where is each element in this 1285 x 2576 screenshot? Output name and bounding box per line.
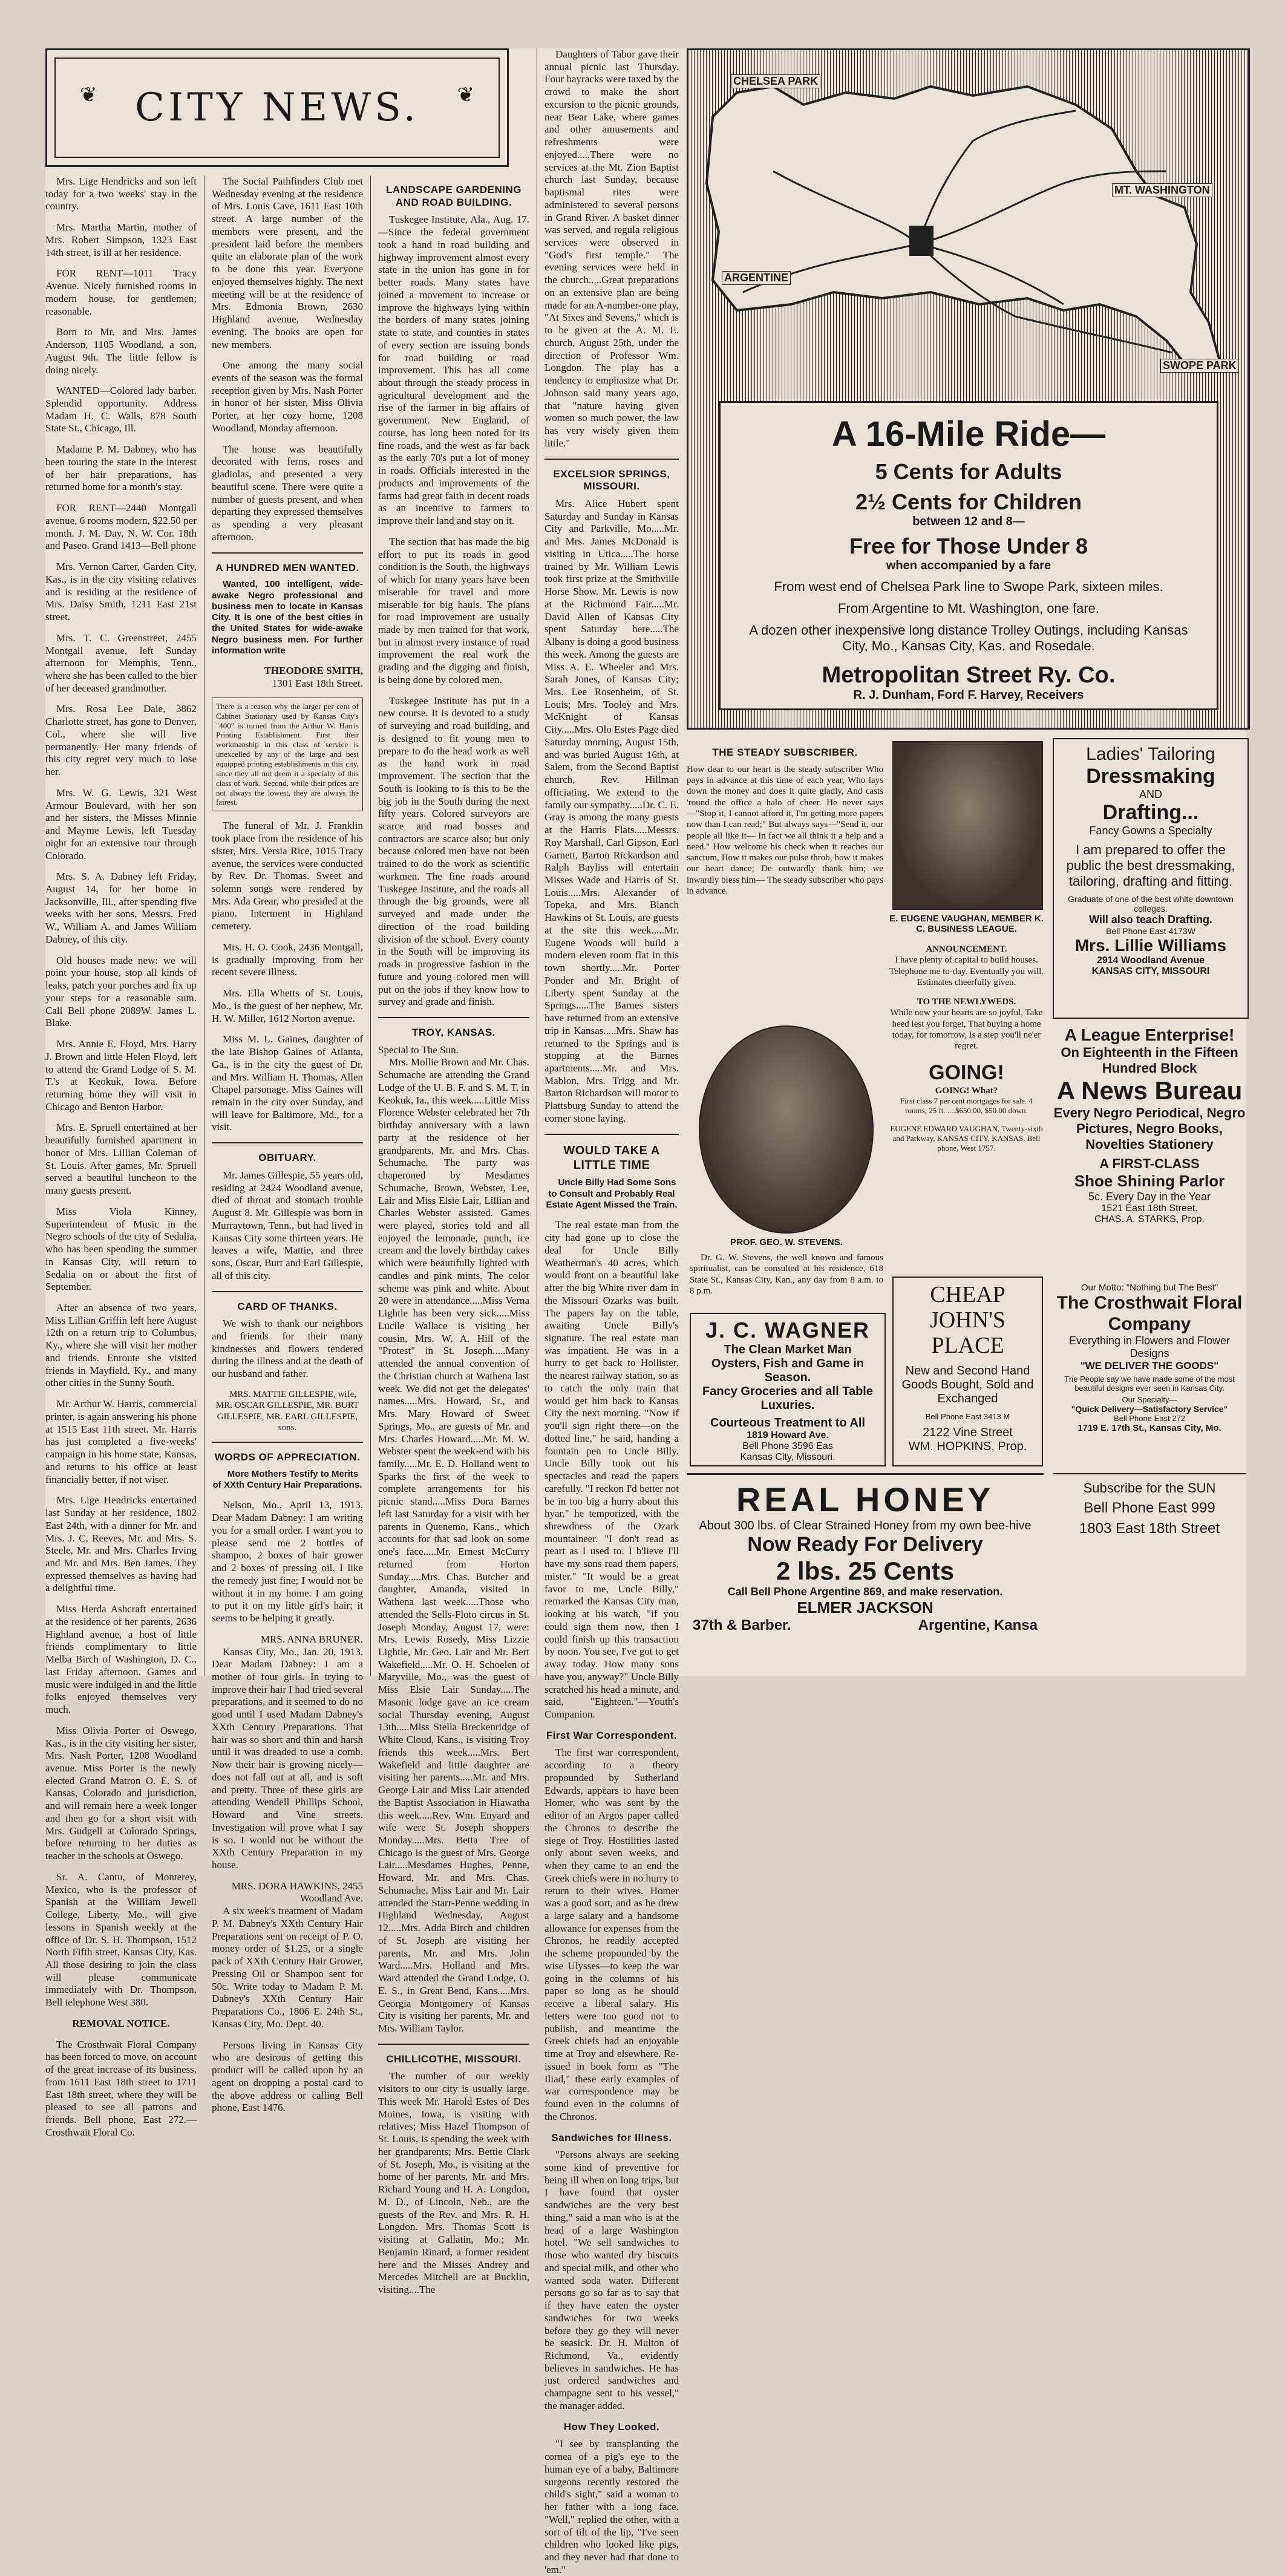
announcement-heading: ANNOUNCEMENT.: [926, 944, 1007, 954]
league-shoe: Shoe Shining Parlor: [1074, 1172, 1225, 1190]
league-address: 1521 East 18th Street.: [1101, 1203, 1198, 1214]
floral-text: Everything in Flowers and Flower Designs: [1068, 1335, 1231, 1359]
section-heading: First War Correspondent.: [546, 1729, 678, 1741]
article-paragraph: Tuskegee Institute has put in a new course. It is devoted to a study of surveying and road building, and is designed to fit young men to prepare to do the head work as well as the hand work in road improvement. The section that the South is looking to is this to be the big job in the South during the next fifty years. Colored surveyors are scarce and road bosses and contractors are scarce also; but only because colored men have not been trained to do the work as scientific workmen. The fine roads around Tuskegee Institute, and the roads all through the big grounds, were all surveyed and made under the direction of the road building division of the school. Every county in the South will be improving its roads in progressive fashion in the future and young colored men will put on the jobs if they know how to survey and grade and finish.: [378, 695, 529, 1008]
article-paragraph: Nelson, Mo., April 13, 1913. Dear Madam Dabney: I am writing you for a small order. I want you to please send me 2 bottles of shampoo, 2 boxes of hair grower and 2 boxes of pressing oil. I like the remedy just fine; I would not be without it in my home. I am going to put it on my little girl's hair; it seems to be helping it greatly.: [212, 1499, 363, 1624]
stevens-portrait: [699, 1025, 874, 1234]
signature: MRS. DORA HAWKINS, 2455 Woodland Ave.: [231, 1880, 363, 1904]
news-item: After an absence of two years, Miss Lillian Griffin left here August 12th on a return trip to Columbus, Ky., where she will visit her mother and friends. Enroute she visited friends in Mayfield, Ky., and many other cities in the Sunny South.: [45, 1302, 197, 1389]
section-heading: TROY, KANSAS.: [412, 1027, 495, 1038]
news-item: WANTED—Colored lady barber. Splendid opportunity. Address Madam H. C. Walls, 878 South State St., Chicago, Ill.: [45, 385, 197, 434]
tailoring-text: I am prepared to offer the public the best dressmaking, tailoring, drafting and fitting.: [1066, 842, 1235, 889]
honey-ad: [687, 1473, 1044, 1678]
subscribe-ad: [1053, 1473, 1246, 1571]
subscribe-phone: Bell Phone East 999: [1084, 1500, 1215, 1516]
honey-city: Argentine, Kansa: [918, 1617, 1038, 1633]
article-paragraph: Mrs. Ella Whetts of St. Louis, Mo., is the guest of her nephew, Mr. H. W. Miller, 1612 Norton avenue.: [212, 987, 363, 1024]
news-item: Miss Olivia Porter of Oswego, Kas., is in the city visiting her sister, Mrs. Nash Porter, 1208 Woodland avenue. Miss Porter is the newly elected Grand Matron O. E. S. of Kansas, Colorado and jurisdiction, and will remain here a week longer and then go for a short visit with Mrs. Gudgell at Colorado Springs, before returning to her duties as teacher in the schools at Oswego.: [45, 1724, 197, 1862]
masthead: [45, 48, 509, 167]
column-1: [45, 175, 197, 2138]
news-item: Mrs. W. G. Lewis, 321 West Armour Boulevard, with her son and her sisters, the Misses Minnie and Mayme Lewis, left Tuesday night for an extensive tour through Colorado.: [45, 786, 197, 861]
stevens-caption: PROF. GEO. W. STEVENS.: [730, 1237, 843, 1247]
wagner-ad: [690, 1313, 886, 1466]
tailoring-city: KANSAS CITY, MISSOURI: [1091, 966, 1210, 976]
column-1-items: [45, 175, 197, 2139]
league-location: On Eighteenth in the Fifteen Hundred Block: [1061, 1045, 1238, 1076]
section-heading: EXCELSIOR SPRINGS, MISSOURI.: [553, 468, 670, 492]
honey-ready: Now Ready For Delivery: [747, 1533, 983, 1556]
column-4: [544, 48, 679, 2575]
newlyweds-heading: TO THE NEWLYWEDS.: [917, 997, 1016, 1007]
ad-signature: THEODORE SMITH,: [264, 665, 363, 677]
cheap-johns-phone: Bell Phone East 3413 M: [925, 1412, 1010, 1422]
honey-title: REAL HONEY: [736, 1480, 995, 1518]
section-heading: CHILLICOTHE, MISSOURI.: [386, 2053, 522, 2065]
subscribe-title: Subscribe for the SUN: [1083, 1480, 1216, 1496]
news-item: REMOVAL NOTICE.: [72, 2017, 170, 2029]
wagner-line: Courteous Treatment to All: [710, 1416, 865, 1430]
news-item: FOR RENT—1011 Tracy Avenue. Nicely furnished rooms in modern house, for gentlemen; reasonable.: [45, 267, 197, 317]
ride-fare-adults: 5 Cents for Adults: [875, 459, 1062, 484]
wagner-address: 1819 Howard Ave.: [747, 1430, 829, 1440]
league-ad: [1053, 1025, 1246, 1280]
article-paragraph: Kansas City, Mo., Jan. 20, 1913. Dear Madam Dabney: I am a mother of four girls. In trying to improve their hair I had tried several preparations, and it seemed to do no good until I used Madam Dabney's XXth Century Preparations. That hair was so short and thin and harsh until it was dreaded to use a comb. Now their hair is growing nicely—does not fall out at all, and is soft and pretty. Three of these girls are attending Wendell Phillips School, Howard and Vine streets. Investigation will prove what I say is so. I would not be without the XXth Century Preparation in my house.: [212, 1646, 363, 1871]
ad-text: Wanted, 100 intelligent, wide-awake Negro professional and business men to locate in Kansas City. It is one of the best cities in the United States for wide-awake Negro business men. For further information write: [212, 579, 363, 656]
article-paragraph: Persons living in Kansas City who are desirous of getting this product will be called upon by an agent on dropping a postal card to the above address or calling Bell phone, East 1476.: [212, 2039, 363, 2114]
wagner-line: Oysters, Fish and Game in Season.: [711, 1357, 865, 1384]
news-item: Old houses made new: we will point your house, stop all kinds of leaks, patch your porches and fix up your steps for a reasonable sum. Call Bell phone 2089W. James L. Blake.: [45, 954, 197, 1029]
company-name: Metropolitan Street Ry. Co.: [822, 662, 1116, 688]
article-paragraph: Mr. James Gillespie, 55 years old, residing at 2424 Woodland avenue, died of throat and stomach trouble August 8. Mr. Gillespie was born in Murraytown, Tenn., but had lived in Kansas City some thirteen years. He leaves a wife, Mattie, and three sons, Oscar, Burt and Earl Gillespie, all of this city.: [212, 1169, 363, 1281]
trolley-ride-ad: [719, 401, 1218, 710]
stevens-text-block: [690, 1252, 883, 1307]
news-item: Mr. Arthur W. Harris, commercial printer, is again answering his phone at 1515 East 11th street. Mr. Harris has just completed a five-weeks' campaign in his home state, Kansas, and returns to his office at least financially better, if not wiser.: [45, 1398, 197, 1485]
subheading: More Mothers Testify to Merits of XXth Century Hair Preparations.: [212, 1468, 362, 1491]
ride-fare-free: Free for Those Under 8: [849, 534, 1088, 558]
news-item: Mrs. Martha Martin, mother of Mrs. Robert Simpson, 1323 East 14th street, is ill at her residence.: [45, 221, 197, 258]
signatures: MRS. MATTIE GILLESPIE, wife, MR. OSCAR GILLESPIE, MR. BURT GILLESPIE, MR. EARL GILLESPIE, sons.: [215, 1389, 359, 1433]
tailoring-title: Dressmaking: [1086, 765, 1215, 788]
section-heading: WOULD TAKE A LITTLE TIME: [563, 1143, 660, 1172]
vaughan-ad: [889, 944, 1044, 1264]
signature: MRS. ANNA BRUNER.: [260, 1633, 363, 1645]
map-label: CHELSEA PARK: [731, 74, 820, 88]
tailoring-name: Mrs. Lillie Williams: [1074, 936, 1227, 955]
section-heading: CARD OF THANKS.: [237, 1300, 338, 1312]
going-headline: GOING!: [929, 1061, 1004, 1084]
news-item: Sr. A. Cantu, of Monterey, Mexico, who is the professor of Spanish at the William Jewell College, Liberty, Mo., will give lessons in Spanish weekly at the office of Dr. S. H. Thompson, 1512 North Fifth street, Kansas City, Kas. All those desiring to join the class will please communicate immediately with Dr. Thompson, Bell telephone West 380.: [45, 1871, 197, 2009]
column-3: [378, 175, 529, 2295]
article-paragraph: One among the many social events of the season was the formal reception given by Mrs. Nash Porter in honor of her sister, Miss Olivia Porter, at her cozy home, 1208 Woodland, Monday afternoon.: [212, 359, 363, 434]
wagner-phone: Bell Phone 3596 Eas: [742, 1441, 833, 1451]
honey-price: 2 lbs. 25 Cents: [776, 1557, 955, 1585]
article-paragraph: "I see by transplanting the cornea of a pig's eye to the human eye of a baby, Baltimore surgeons recently restored the child's sight," said a woman to her father with a long face. "Well," replied the other, with a sort of tilt of the lip, "I've seen children who looked like pigs, and they never had that done to 'em.": [544, 2438, 679, 2575]
honey-text: About 300 lbs. of Clear Strained Honey from my own bee-hive: [699, 1519, 1032, 1532]
ride-headline: A 16-Mile Ride—: [831, 414, 1106, 454]
harris-ad-box: There is a reason why the larger per cent of Cabinet Stationary used by Kansas City's "400" is turned from the Arthur W. Harris Printing Establishment. First their workmanship in this class of service is unexcelled by any of the large and best equipped printing establishments in this city, since they all not deem it a specialty of this class of work. Second, while their prices are not always the lowest, they are always the fairest.: [212, 698, 363, 811]
news-item: Mrs. Lige Hendricks and son left today for a two weeks' stay in the country.: [45, 175, 197, 212]
article-paragraph: The first war correspondent, according to a theory propounded by Sutherland Edwards, appears to have been Homer, who was sent by the editor of an Argos paper called the Chronos to describe the siege of Troy. Hostilities lasted only about seven weeks, and when they came to an end the Greek chiefs were in no hurry to return to their wives. Homer was a good sort, and as he drew a large salary and a handsome allowance for expenses from the Chronos, he readily accepted the scheme propounded by the wise Ulysses—to keep the war going in the columns of his paper so long as he should receive a liberal salary. His letters were too good not to publish, and meantime the Greek chiefs had an enjoyable time at Troy and elsewhere. Re-issued in book form as "The Iliad," these early examples of war correspondence may be found even in the columns of the Chronos.: [544, 1747, 679, 2122]
floral-name: The Crosthwait Floral Company: [1056, 1293, 1243, 1334]
tailoring-ad: [1053, 738, 1249, 1019]
league-title: A League Enterprise!: [1064, 1025, 1235, 1044]
ride-fare-children-note: between 12 and 8—: [912, 515, 1025, 528]
league-bureau: A News Bureau: [1056, 1076, 1243, 1105]
ride-route: A dozen other inexpensive long distance Trolley Outings, including Kansas City, Mo., Kansas City, Kas. and Rosedale.: [749, 623, 1188, 653]
ad-address: 1301 East 18th Street.: [272, 678, 363, 690]
article-paragraph: Daughters of Tabor gave their annual picnic last Thursday. Four hayracks were taxed by the crowd to make the short excursion to the picnic grounds, near Bear Lake, where games and other amusements and refreshments were enjoyed.....There were no services at the Mt. Zion Baptist church last Sunday, because baptismal rites were administered to several persons in Grand River. A basket dinner was served, and regula religious services were observed in "God's first temple." The evening services were held in the church.....Great preparations on an extensive plan are being made for an A-number-one play, "At Sixes and Sevens," which is to be given at the A. M. E. church, August 25th, under the direction of Professor Wm. Longdon. The play has a tendency to emphasize what Dr. Johnson said many years ago, that "nature having given women so much power, the law has very wisely given them little.": [544, 48, 679, 449]
vaughan-signature: EUGENE EDWARD VAUGHAN, Twenty-sixth and Parkway, KANSAS CITY, KANSAS. Bell phone, West 1757.: [890, 1124, 1043, 1152]
news-item: Born to Mr. and Mrs. James Anderson, 1105 Woodland, a son, August 9th. The little fellow is doing nicely.: [45, 326, 197, 376]
news-item: Mrs. Vernon Carter, Garden City, Kas., is in the city visiting relatives and is residing at the residence of Mrs. Daisy Smith, 1211 East 21st street.: [45, 561, 197, 623]
company-receivers: R. J. Dunham, Ford F. Harvey, Receivers: [853, 688, 1084, 702]
page-title: CITY NEWS.: [135, 85, 419, 130]
ride-route: From Argentine to Mt. Washington, one fare.: [837, 601, 1100, 616]
newspaper-page: [45, 48, 1246, 2575]
section-heading: WORDS OF APPRECIATION.: [214, 1451, 361, 1463]
section-heading: OBITUARY.: [258, 1152, 316, 1164]
wagner-city: Kansas City, Missouri.: [740, 1452, 835, 1462]
article-paragraph: The number of our weekly visitors to our city is usually large. This week Mr. Harold Estes of Des Moines, Iowa, is visiting with relatives; Miss Hazel Thompson of St. Louis, is spending the week with her grandparents; Mrs. Bettie Clark of St. Joseph, Mo., is visiting at the home of her parents, Mr. and Mrs. Richard Young and H. A. Longdon, M. D., of Lincoln, Neb., are the guests of the Rev. and Mrs. R. H. Longdon. Mrs. Thomas Scott is visiting at Gallatin, Mo.; Mr. Benjamin Rinard, a former resident here and the Misses Andrey and Mercedes Mitchell are at Bucklin, visiting....The: [378, 2070, 529, 2295]
league-price: 5c. Every Day in the Year: [1088, 1191, 1211, 1203]
news-item: Mrs. S. A. Dabney left Friday, August 14, for her home in Jacksonville, Ill., after spending five weeks with her sons, Messrs. Fred W., William A. and James William Dabney, of this city.: [45, 871, 197, 945]
honey-name: ELMER JACKSON: [797, 1598, 934, 1617]
news-item: Madame P. M. Dabney, who has been touring the state in the interest of her hair preparations, has returned home for a month's stay.: [45, 443, 197, 493]
floral-text: Our Specialty—: [1122, 1395, 1177, 1404]
stevens-text: Dr. G. W. Stevens, the well known and famous spiritualist, can be consulted at his residence, 618 State St., Kansas City, Kan., any day from 8 a.m. to 8 p.m.: [690, 1253, 883, 1296]
article-paragraph: Mrs. H. O. Cook, 2436 Montgall, is gradually improving from her recent severe illness.: [212, 941, 363, 978]
map-label: ARGENTINE: [722, 271, 791, 285]
article-paragraph: A six week's treatment of Madam P. M. Dabney's XXth Century Hair Preparations sent on receipt of P. O. money order of $1.25, or a single pack of XXth Century Hair Grower, Pressing Oil or Shampoo sent for 50c. Write today to Madam P. M. Dabney's XXth Century Hair Preparations Co., 1806 E. 24th St., Kansas City, Mo. Dept. 40.: [212, 1905, 363, 2030]
floral-motto: Our Motto: "Nothing but The Best": [1081, 1283, 1218, 1293]
floral-address: 1719 E. 17th St., Kansas City, Mo.: [1077, 1423, 1221, 1433]
vaughan-portrait: [892, 741, 1043, 910]
floral-text: "WE DELIVER THE GOODS": [1080, 1360, 1219, 1371]
wagner-line: Fancy Groceries and all Table Luxuries.: [702, 1385, 873, 1412]
announcement-text: I have plenty of capital to build houses. Telephone me to-day. Eventually you will. Estimates cheerfully given.: [889, 955, 1044, 987]
ride-fare-children: 2½ Cents for Children: [855, 489, 1082, 514]
article-paragraph: The house was beautifully decorated with ferns, roses and gladiolas, and presented a very beautiful scene. There were quite a number of guests present, and when departing they expressed themselves as spending a very pleasant afternoon.: [212, 443, 363, 543]
newlyweds-text: While now your hearts are so joyful, Take heed lest you forget, That buying a home today, for tomorrow, Is a step you'll ne'er regret.: [890, 1008, 1043, 1051]
map-label: MT. WASHINGTON: [1112, 183, 1212, 197]
tailoring-also: Will also teach Drafting.: [1089, 914, 1212, 926]
league-owner: CHAS. A. STARKS, Prop.: [1094, 1214, 1205, 1224]
section-heading: How They Looked.: [563, 2421, 660, 2433]
news-item: Mrs. Lige Hendricks entertained last Sunday at her residence, 1802 East 24th, with a dinner for Mr. and Mrs. J. C. Reeves, Mr. and Mrs. S. Steele, Mr. and Mrs. Charles Irving and Mr. and Mrs. Ben James. They expressed themselves as having had a delightful time.: [45, 1494, 197, 1594]
tailoring-phone: Bell Phone East 4173W: [1106, 926, 1195, 936]
leaf-ornament-icon: ❦: [80, 84, 97, 106]
vaughan-caption: E. EUGENE VAUGHAN, MEMBER K. C. BUSINESS LEAGUE.: [889, 914, 1044, 934]
article-paragraph: Tuskegee Institute, Ala., Aug. 17.—Since the federal government took a hand in road building and highway improvement almost every state in the union has gone in for better roads. Many states have joined a movement to increase or improve the highways lying within the borders of many states joining state to state, and counties in states of every section are issuing bonds for road building or road improvement. This has all come about through the steady process in agricultural development and the rise of the farmer in big affairs of government. New England, of course, has long been noted for its fine roads, and the west as far back as the early 70's put a lot of money in roads. Officials interested in the products and improvements of the farms had great faith in decent roads as an incentive to farmers to improve their land and stay on it.: [378, 214, 529, 527]
going-sub: GOING! What?: [935, 1086, 998, 1096]
news-item: Miss Herda Ashcraft entertained at the residence of her parents, 2636 Highland avenue, a host of little friends complimentary to little Melba Birch of Washington, D. C., last Friday afternoon. Games and music were indulged in and the little folks enjoyed themselves very much.: [45, 1603, 197, 1716]
trolley-map: [687, 48, 1250, 730]
floral-text: "Quick Delivery—Satisfactory Service": [1071, 1404, 1228, 1414]
honey-address: 37th & Barber.: [693, 1617, 791, 1633]
mortgage-text: First class 7 per cent mortgages for sale. 4 rooms, 25 ft. ....$650.00, $50.00 down.: [900, 1096, 1033, 1116]
article-paragraph: We wish to thank our neighbors and friends for their many kindnesses and flowers tendered during the illness and at the death of our husband and father.: [212, 1318, 363, 1380]
tailoring-and: AND: [1139, 788, 1162, 800]
wagner-title: J. C. WAGNER: [705, 1318, 871, 1342]
tailoring-grad: Graduate of one of the best white downtown colleges.: [1068, 894, 1234, 914]
news-item: Mrs. Rosa Lee Dale, 3862 Charlotte street, has gone to Denver, Col., where she will live permanently. Her many friends of this city regret very much to lose her.: [45, 703, 197, 778]
ride-fare-free-note: when accompanied by a fare: [886, 559, 1051, 572]
cheap-johns-owner: WM. HOPKINS, Prop.: [908, 1440, 1027, 1454]
poem-steady-subscriber: [687, 738, 883, 1016]
tailoring-title: Ladies' Tailoring: [1086, 744, 1215, 764]
floral-ad: [1053, 1283, 1246, 1464]
news-item: FOR RENT—2440 Montgall avenue, 6 rooms modern, $22.50 per month. J. M. Day, N. W. Cor. 18th and Paseo. Grand 1413—Bell phone: [45, 502, 197, 552]
cheap-johns-title: CHEAP JOHN'S PLACE: [929, 1282, 1006, 1358]
column-2: [212, 175, 363, 2114]
article-paragraph: The funeral of Mr. J. Franklin took place from the residence of his sister, Mrs. Versia Rice, 1015 Tracy avenue, the services were conducted by Rev. Dr. Thomas. Sweet and solemn songs were rendered by Mrs. Ada Grear, who presided at the piano. Interment in Highland cemetery.: [212, 820, 363, 932]
tailoring-sub: Fancy Gowns a Specialty: [1089, 825, 1212, 837]
section-heading: Sandwiches for Illness.: [551, 2131, 672, 2143]
poem-text: How dear to our heart is the steady subscriber Who pays in advance at this time of each year, Who lays down the money and does it quite gladly, And casts 'round the office a halo of cheer. He never says—"Stop it, I cannot afford it, I'm getting more papers now than I can read;" But always says—"Send it, our people all like it— In fact we all think it a help and a need." How welcome his check when it reaches our sanctum, How it makes our pulse throb, how it makes our heart dance; De outwardly thank him; we inwardly bless him— The steady subscriber who pays in advance.: [687, 764, 883, 896]
article-paragraph: Miss M. L. Gaines, daughter of the late Bishop Gaines of Atlanta, Ga., is in the city the guest of Dr. and Mrs. William H. Thomas, Allen Chapel parsonage. Miss Gaines will remain in the city over Sunday, and will leave for Baltimore, Md., for a visit.: [212, 1033, 363, 1133]
section-heading: A HUNDRED MEN WANTED.: [215, 561, 359, 574]
floral-phone: Bell Phone East 272: [1114, 1414, 1185, 1423]
map-label: SWOPE PARK: [1160, 359, 1239, 373]
floral-text: The People say we have made some of the most beautiful designs ever seen in Kansas City.: [1064, 1375, 1235, 1393]
league-firstclass: A FIRST-CLASS: [1099, 1156, 1200, 1171]
map-outline: [688, 50, 1248, 389]
cheap-johns-ad: [892, 1277, 1043, 1466]
tailoring-address: 2914 Woodland Avenue: [1096, 955, 1205, 966]
section-heading: LANDSCAPE GARDENING AND ROAD BUILDING.: [386, 184, 522, 208]
article-paragraph: The Social Pathfinders Club met Wednesday evening at the residence of Mrs. Louis Cave, 1611 East 10th street. A large number of the members were present, and the president laid before the members quite an elaborate plan of the work to be done this year. Everyone enjoyed themselves highly. The next meeting will be at the residence of Mrs. Edmonia Brown, 2630 Highland avenue, Wednesday evening. The books are open for new members.: [212, 175, 363, 350]
news-item: Mrs. E. Spruell entertained at her beautifully furnished apartment in honor of Mrs. Lillian Coleman of St. Louis. After games, Mr. Spruell served a beautiful luncheon to the many guests present.: [45, 1122, 197, 1197]
article-paragraph: Mrs. Alice Hubert spent Saturday and Sunday in Kansas City and Parkville, Mo.....Mr. and Mrs. James McDonald is visiting in Utica.....The horse trained by Mr. William Lewis took first prize at the Smithville Horse Show. Mr. Lewis is now at the Richmond Fair.....Mr. David Allen of Kansas City spent Saturday here.....The Albany is doing a good business this week. Among the guests are Miss A. E. Wheeler and Mrs. Sarah Jones, of Kansas City; Mrs. Lee Rosenheim, of St. Louis; Mrs. Tooley and Mrs. McKnight of Kansas City.....Mrs. Olo Estes Page died Saturday morning, August 15th, and was buried August 16th, at Salem, from the Second Baptist church, Rev. Hillman officiating. We extend to the family our sympathy.....Dr. C. E. Gray is among the many guests at the Harris Flats.....Messrs. Roy Marshall, Carl Gipson, Earl Garnett, Barton Rickardson and Ralph Bayliss will entertain Misses Wade and Harris of St. Louis.....Mrs. Alexander of Topeka, and Mrs. Blanch Hawkins of St. Louis, are guests at the site this week.....Mr. Eugene Woods will build a modern eleven room flat in this town shortly.....Mr. Porter Ponder and Mr. Bright of Liberty spent Sunday at the Springs.....The Barnes sisters have returned from an extensive trip in Kansas.....Mrs. Shaw has returned to the Springs and is stopping at the Barnes apartments.....Mr. and Mrs. Mablon, Mrs. Trigg and Mr. Barton Richardson will motor to Plattsburg Sunday to attend the corner stone laying.: [544, 497, 679, 1124]
honey-phone: Call Bell Phone Argentine 869, and make reservation.: [727, 1586, 1003, 1598]
subscribe-address: 1803 East 18th Street: [1079, 1520, 1220, 1537]
article-paragraph: The section that has made the big effort to put its roads in good condition is the South, the highways of which for many years have been miserable for travel and more miserable for big hauls. The plans for road improvement are usually made by men trained for that work, but in almost every instance of road improvement the real work the grading and the digging and finish, is being done by colored men.: [378, 535, 529, 685]
poem-title: THE STEADY SUBSCRIBER.: [712, 747, 858, 758]
article-paragraph: "Persons always are seeking some kind of preventive for being ill when on long trips, but I have found that oyster sandwiches are the very best thing," said a man who is at the head of a large Washington hotel. "We sell sandwiches to those who wanted dry biscuits and special milk, and other who wanted soda water. Different persons go so far as to say that if they have eaten the oyster sandwiches for two weeks before they go they will never be seasick. Dr. H. Multon of Richmond, Va., evidently believes in sandwiches. He has just ordered sandwiches and champagne sent to his vessel," the manager added.: [544, 2149, 679, 2411]
tailoring-title: Drafting...: [1102, 801, 1199, 824]
news-item: Miss Viola Kinney, Superintendent of Music in the Negro schools of the city of Sedalia, who has been spending the summer in Kansas City, will return to Sedalia on or about the first of September.: [45, 1205, 197, 1293]
dateline: Special to The Sun.: [378, 1044, 459, 1056]
subheading: Uncle Billy Had Some Sons to Consult and Probably Real Estate Agent Missed the Train.: [546, 1177, 678, 1211]
news-item: The Crosthwait Floral Company has been forced to move, on account of the great increase of its business, from 1611 East 18th street to 1711 East 18th street, where they will be pleased to see all patrons and friends. Bell phone, East 272.—Crosthwait Floral Co.: [45, 2038, 197, 2138]
news-item: Mrs. T. C. Greenstreet, 2455 Montgall avenue, left Sunday afternoon for Memphis, Tenn., where she has been called to the bier of her deceased grandmother.: [45, 632, 197, 694]
cheap-johns-text: New and Second Hand Goods Bought, Sold and Exchanged: [901, 1364, 1034, 1406]
news-item: Mrs. Annie E. Floyd, Mrs. Harry J. Brown and little Helen Floyd, left to attend the Grand Lodge of S. M. T.'s at Keokuk, Iowa. Before returning home they will visit in Chicago and Benton Harbor.: [45, 1038, 197, 1113]
article-paragraph: The real estate man from the city had gone up to close the deal for Uncle Billy Weatherman's 40 acres, which would front on a beautiful lake after the big White river dam in the Missouri Ozarks was built. The papers lay on the table, awaiting Uncle Billy's signature. The real estate man was impatient. He was in a hurry to get back to Hollister, the nearest railway station, so as to catch the only train that would get him back to Kansas City the next morning. "Now if you'll sign right there—on the dotted line," he said, handing a fountain pen to Uncle Billy. Uncle Billy took out his spectacles and read the papers carefully. "I reckon I'd better not be in too big a hurry about this hyar," he temporized, with the shrewdness of the Ozark mountaineer. "I don't read as peart as I used to. I b'lieve I'll have my sons read them papers, mister." "It would be a great favor to me, Uncle Billy," remarked the Kansas City man, looking at his watch, "if you could sign them now, then I could finish up this transaction by noon. You see, I've got to get away today. How many sons have you, anyway?" Uncle Billy scratched his head a minute, and said, "Eighteen."—Youth's Companion.: [544, 1219, 679, 1720]
cheap-johns-address: 2122 Vine Street: [923, 1426, 1013, 1440]
wagner-sub: The Clean Market Man: [724, 1343, 852, 1356]
ride-route: From west end of Chelsea Park line to Swope Park, sixteen miles.: [774, 579, 1163, 594]
league-offer: Every Negro Periodical, Negro Pictures, Negro Books, Novelties Stationery: [1053, 1105, 1246, 1152]
article-paragraph: Mrs. Mollie Brown and Mr. Chas. Schumache are attending the Grand Lodge of the U. B. F. and S. M. T. in Keokuk, Ia., this week.....Little Miss Florence Webster celebrated her 7th birthday anniversary with a lawn party at the residence of her grandparents, Mr. and Mrs. Chas. Schumache. The party was chaperoned by Mesdames Schumache, Brown, Webster, Lee, Lair and Miss Elsie Lair, Lillian and Charles Webster assisted. Games were played, stories told and all enjoyed the lemonade, punch, ice cream and the lovely birthday cakes which were beautifully lighted with candles and pink mints. The color scheme was pink and white. About 20 were in attendance.....Miss Verna Lightle has been very sick.....Miss Lucile Wallace is visiting her cousin, Mrs. W. A. Hill of the "Protest" in St. Joseph.....Many attended the annual convention of the Christian church at Wathena last week. We did not get the delegates' names.....Mrs. Howard, Sr., and Mrs. Mary Howard of Sweet Springs, Mo., are guests of Mr. and Mrs. Charles Howard.....Mr. M. W. Webster spent the week-end with his family.....Mr. E. D. Holland went to Sparks the first of the week to complete arrangements for his picnic stand.....Miss Dora Barnes left last Saturday for a visit with her parents in Quenemo, Kans., which accounts for that sad look on some one's face.....Mr. Ernest McCurry returned from Horton Sunday.....Mrs. Chas. Butcher and daughter, Amanda, visited in Wathena last week.....Those who attended the Sells-Floto circus in St. Joseph Monday, August 17, were: Mrs. Lewis Rosedy, Miss Lizzie Lightle, Mr. Geo. Lair and Mr. Bert Wakefield.....Mr. O. H. Schoelen of Maryville, Mo., was the guest of Miss Elsie Lair Sunday.....The Masonic lodge gave an ice cream social Thursday evening, August 13th.....Miss Stella Breckenridge of White Cloud, Kans., is visiting Troy friends this week.....Mrs. Bert Wakefield and little daughter are visiting her parents.....Mr. and Mrs. George Lair and Miss Lair attended the Baptist Association in Hiawatha this week.....Rev. Wm. Enyard and wife were St. Joseph shoppers Monday.....Mrs. Betta Tree of Chicago is the guest of Mrs. George Lair.....Mesdames Hughes, Penne, Howard, Mr. and Mrs. Chas. Schumache, Miss Lair and Mr. Lair attended the Starr-Penne wedding in Highland Wednesday, August 12.....Mrs. Adda Birch and children of St. Joseph are visiting her parents, Mr. and Mrs. John Ward.....Mrs. Holland and Mrs. Ward attended the Grand Lodge, O. E. S., in Great Bend, Kans.....Mrs. Georgia Montgomery of Kansas City is visiting her parents, Mr. and Mrs. William Taylor.: [378, 1056, 529, 2035]
leaf-ornament-icon: ❦: [457, 84, 474, 106]
